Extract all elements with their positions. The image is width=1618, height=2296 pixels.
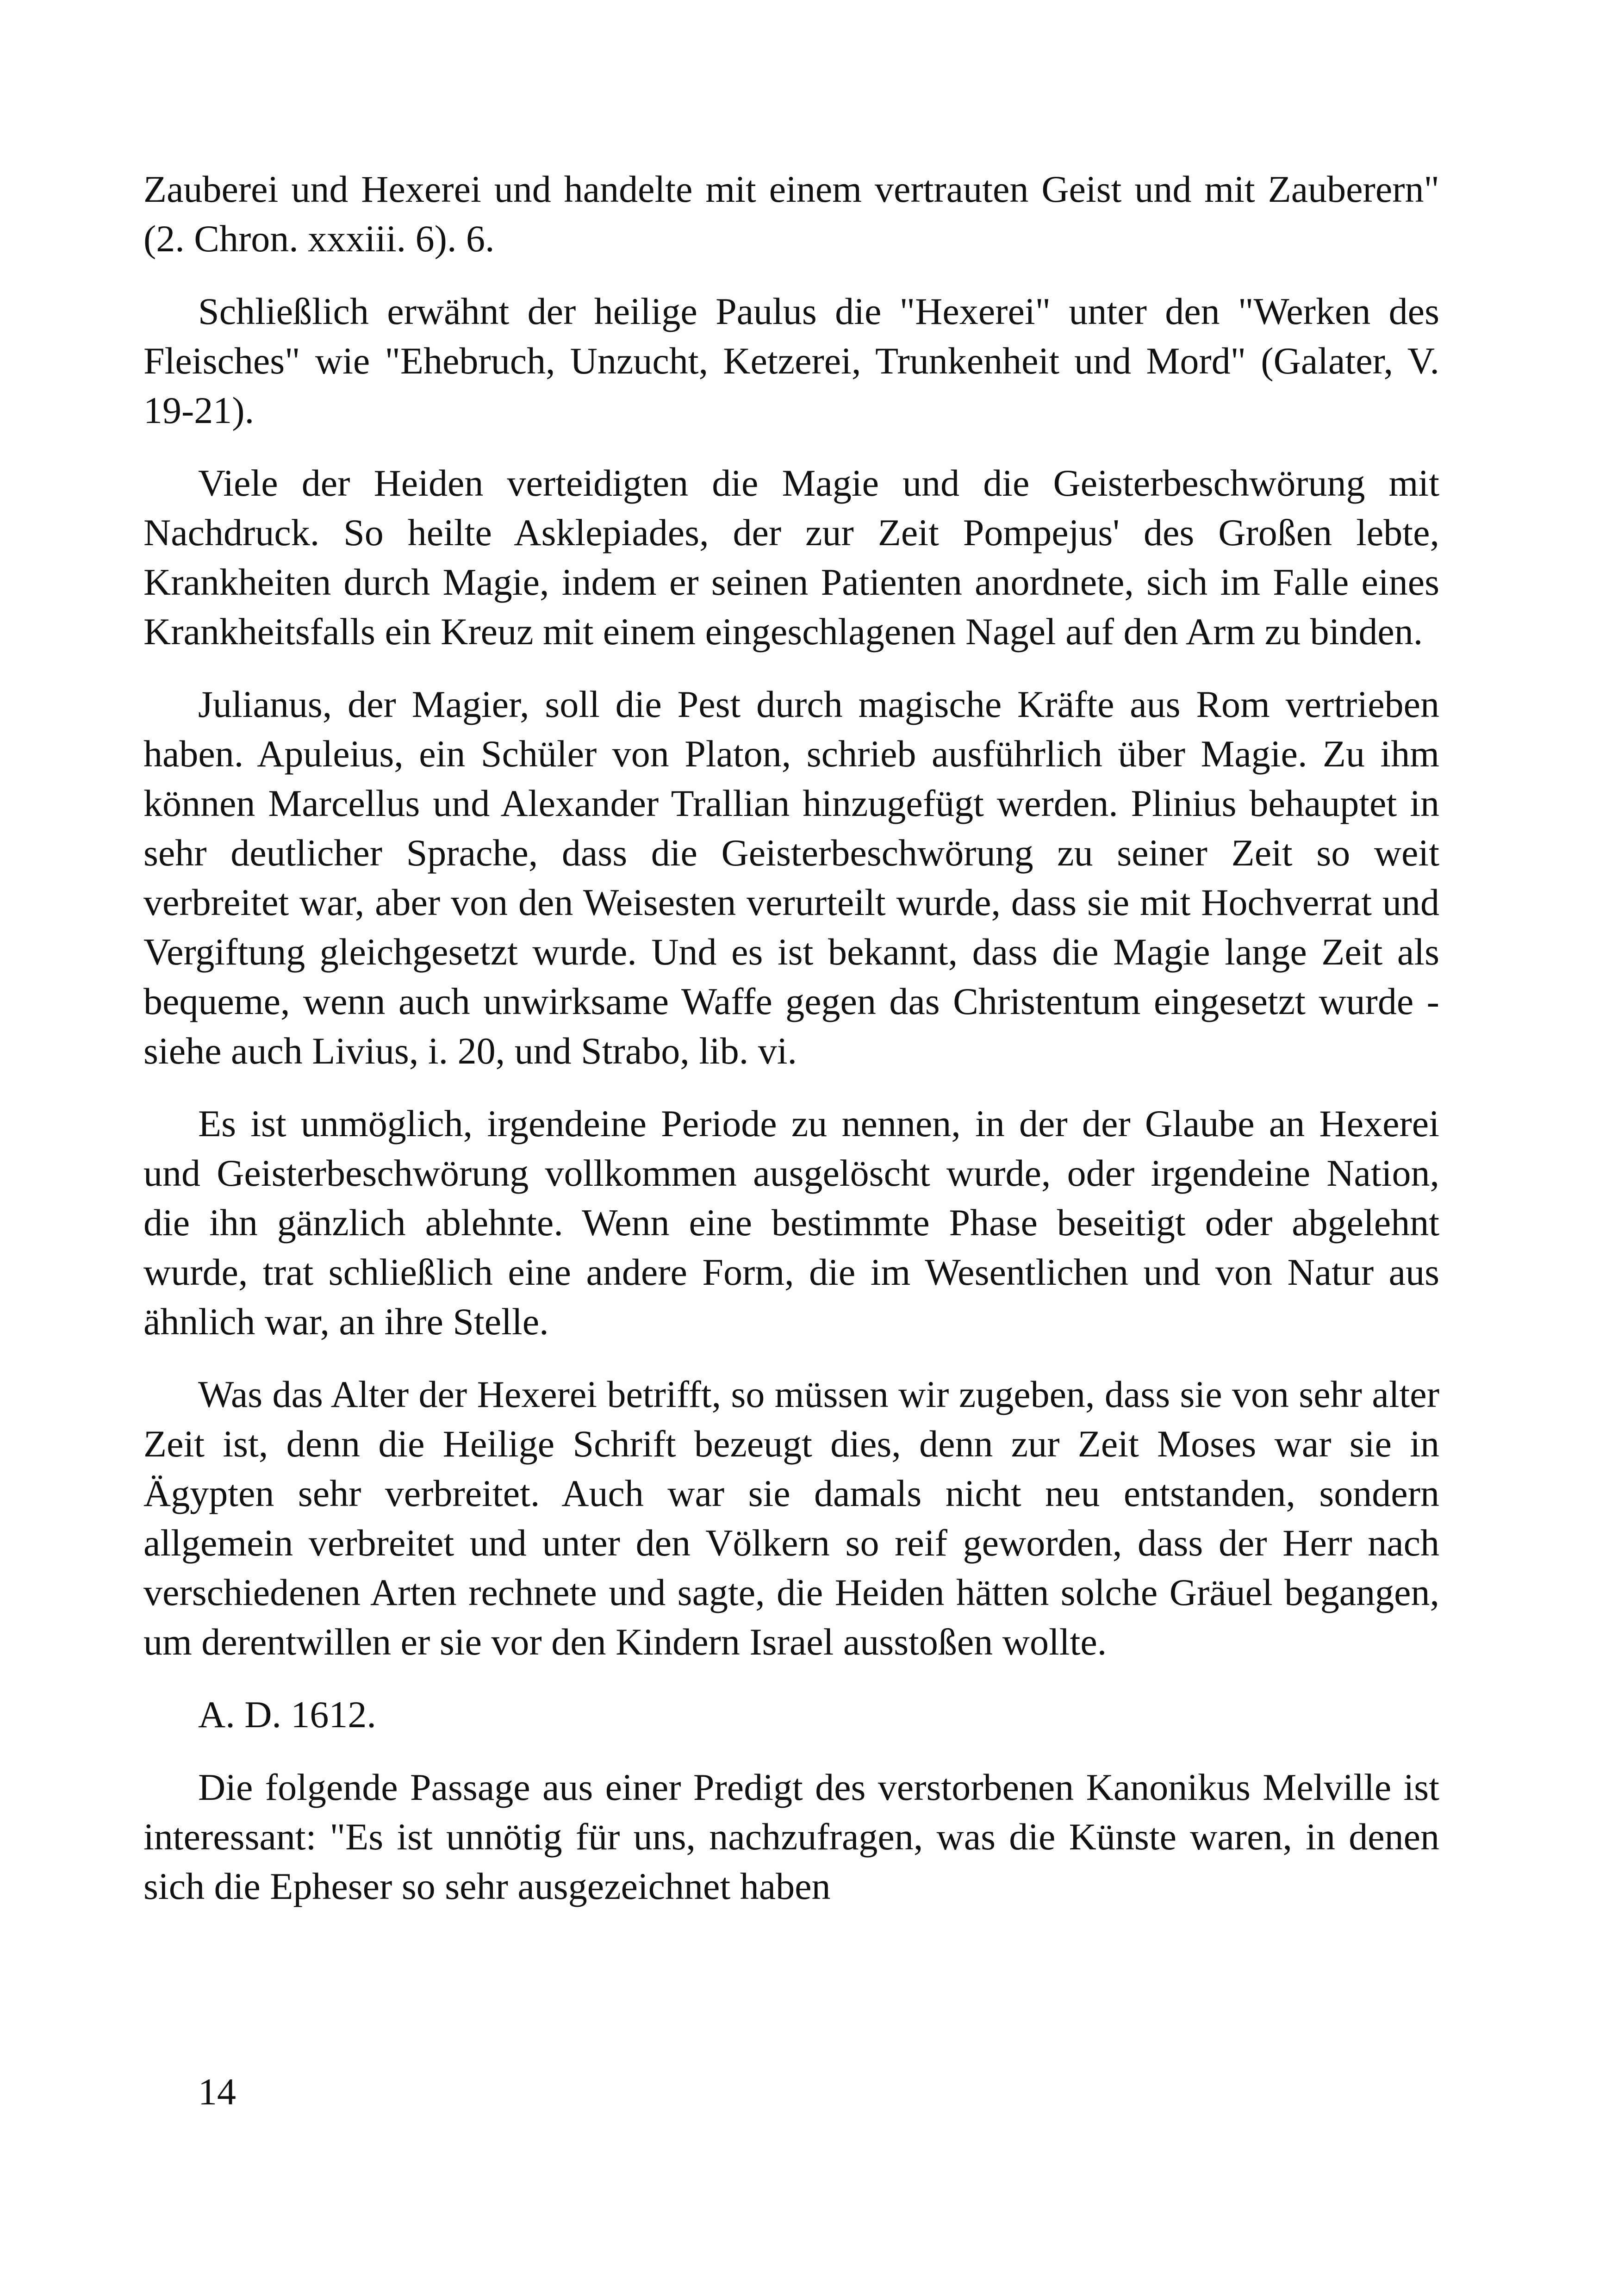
paragraph-julianus: Julianus, der Magier, soll die Pest durch magische Kräfte aus Rom vertrieben haben. Apuleius, ein Schüler von Platon, schrieb ausführlich über Magie. Zu ihm können Marcellus und Alexander Trallian hinzugefügt werden. Plinius behauptet in sehr deutlicher Sprache, dass die Geisterbeschwörung zu seiner Zeit so weit verbreitet war, aber von den Weisesten verurteilt wurde, dass sie mit Hochverrat und Vergiftung gleichgesetzt wurde. Und es ist bekannt, dass die Magie lange Zeit als bequeme, wenn auch unwirksame Waffe gegen das Christentum eingesetzt wurde - siehe auch Livius, i. 20, und Strabo, lib. vi. xyxy=(143,683,1439,1072)
paragraph-date: A. D. 1612. xyxy=(198,1693,376,1736)
paragraph-melville: Die folgende Passage aus einer Predigt des verstorbenen Kanonikus Melville ist interessant: "Es ist unnötig für uns, nachzufragen, was die Künste waren, in denen sich die Epheser so sehr ausgezeichnet haben xyxy=(143,1766,1439,1907)
paragraph-periode: Es ist unmöglich, irgendeine Periode zu nennen, in der der Glaube an Hexerei und Geisterbeschwörung vollkommen ausgelöscht wurde, oder irgendeine Nation, die ihn gänzlich ablehnte. Wenn eine bestimmte Phase beseitigt oder abgelehnt wurde, trat schließlich eine andere Form, die im Wesentlichen und von Natur aus ähnlich war, an ihre Stelle. xyxy=(143,1102,1439,1343)
page-body xyxy=(143,164,1439,2085)
paragraph-paulus: Schließlich erwähnt der heilige Paulus die "Hexerei" unter den "Werken des Fleisches" wie "Ehebruch, Unzucht, Ketzerei, Trunkenheit und Mord" (Galater, V. 19-21). xyxy=(143,290,1439,431)
paragraph-heiden: Viele der Heiden verteidigten die Magie und die Geisterbeschwörung mit Nachdruck. So heilte Asklepiades, der zur Zeit Pompejus' des Großen lebte, Krankheiten durch Magie, indem er seinen Patienten anordnete, sich im Falle eines Krankheitsfalls ein Kreuz mit einem eingeschlagenen Nagel auf den Arm zu binden. xyxy=(143,462,1439,653)
paragraph-continuation: Zauberei und Hexerei und handelte mit einem vertrauten Geist und mit Zauberern" (2. Chron. xxxiii. 6). 6. xyxy=(143,168,1439,260)
page-number: 14 xyxy=(198,2071,236,2113)
paragraph-alter: Was das Alter der Hexerei betrifft, so müssen wir zugeben, dass sie von sehr alter Zeit ist, denn die Heilige Schrift bezeugt dies, denn zur Zeit Moses war sie in Ägypten sehr verbreitet. Auch war sie damals nicht neu entstanden, sondern allgemein verbreitet und unter den Völkern so reif geworden, dass der Herr nach verschiedenen Arten rechnete und sagte, die Heiden hätten solche Gräuel begangen, um derentwillen er sie vor den Kindern Israel ausstoßen wollte. xyxy=(143,1373,1439,1663)
